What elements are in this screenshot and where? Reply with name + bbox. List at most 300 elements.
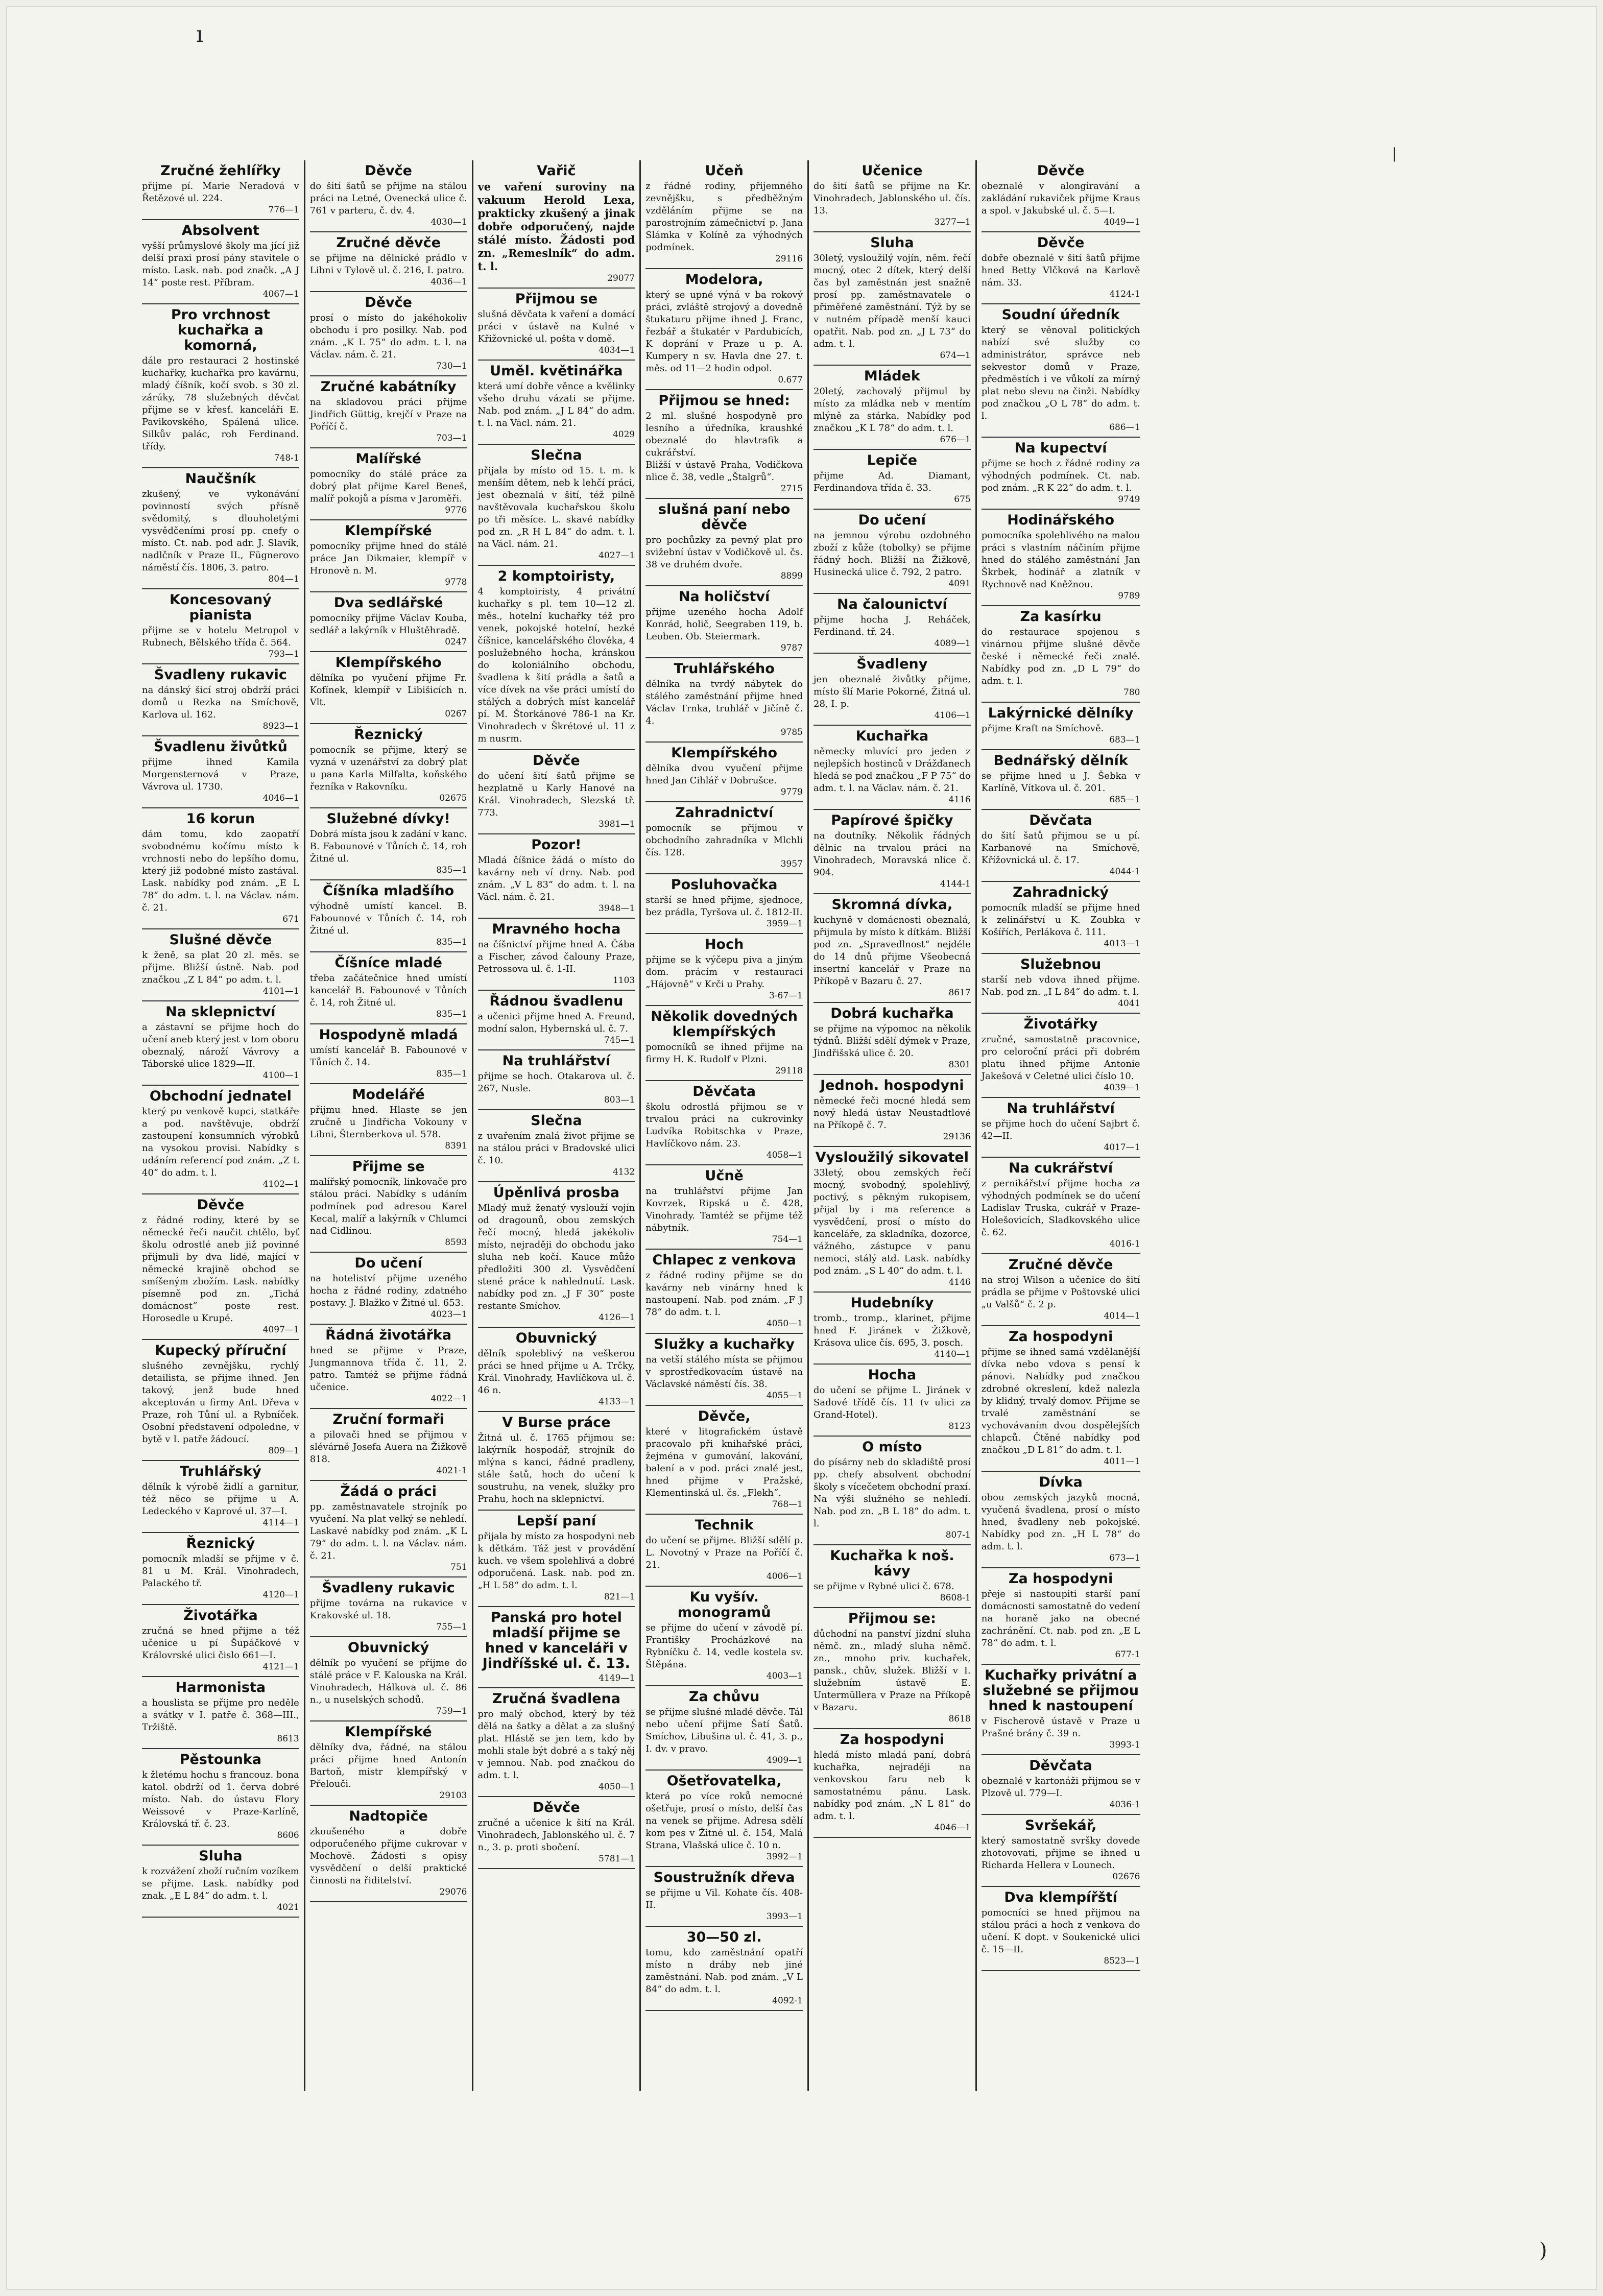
ad-title: Slušné děvče <box>169 932 272 948</box>
ad-code: 748-1 <box>274 453 299 463</box>
ad-code: 4030—1 <box>430 217 467 227</box>
ad-code: 4041 <box>1118 998 1140 1009</box>
classified-ad <box>142 304 299 468</box>
ad-title: Děvče <box>533 753 580 769</box>
classified-ad <box>982 1254 1140 1326</box>
classified-ad <box>645 1081 803 1165</box>
ad-title: V Burse práce <box>502 1415 611 1430</box>
ad-body: do šití šatů se přijme na Kr. Vinohradech, Jablonského ul. čís. 13. <box>814 181 971 216</box>
classified-ad <box>142 468 299 589</box>
ad-title: Kuchařky privátní a služebné se přijmou hned k nastoupení <box>983 1667 1139 1714</box>
ad-code: 4050—1 <box>766 1319 803 1329</box>
ad-body: prosí o místo do jakéhokoliv obchodu i pro posilky. Nab. pod znám. „K L 75“ do adm. t. l. na Václav. nám. č. 21. <box>309 313 467 360</box>
ad-body: a zástavní se přijme hoch do učení aneb který jest v tom oboru obeznalý, nároží Vávrovy a Táborské ulice 1829—II. <box>142 1022 299 1069</box>
classified-ad <box>982 1568 1140 1665</box>
classified-ad <box>310 520 467 592</box>
ad-code: 02675 <box>439 793 467 803</box>
ad-body: přijala by místo od 15. t. m. k menším dětem, neb k lehčí práci, jest obeznalá v šití, též pilně navštěvovala kuchařskou školu po tři měsíce. L. skavé nabídky pod zn. „R H L 84“ do adm. t. l. na Václ. nám. 21. <box>477 465 635 549</box>
ad-body: do učení šití šatů přijme se hezplatně u Karly Hanové na Král. Vinohradech, Slezská tř. 773. <box>477 771 635 818</box>
classified-ad <box>310 592 467 652</box>
ad-body: zkoušeného a dobře odporučeného přijme cukrovar v Mochově. Žádosti s opisy vysvědčení o delší praktické činnosti na řiditelství. <box>309 1826 467 1886</box>
ad-body: kuchyně v domácnosti obeznalá, přijmula by místo k dítkám. Bližší pod zn. „Spravedlnost“ nejdéle do 14 dnů přijme Všeobecná insertní kancelář v Praze na Příkopě v Bazaru č. 27. <box>814 915 971 987</box>
ad-code: 4021-1 <box>436 1466 467 1476</box>
ad-title: Dívka <box>1039 1474 1083 1490</box>
ad-title: Za hospodyni <box>840 1732 945 1748</box>
ad-code: 780 <box>1123 687 1140 698</box>
classified-ad <box>982 750 1140 810</box>
classified-ad <box>814 1545 971 1608</box>
ad-body: ve vaření suroviny na vakuum Herold Lexa, prakticky zkušený a jinak dobře odporučený, najde stálé místo. Žádosti pod zn. „Remeslník“ do adm. t. l. <box>477 180 635 273</box>
ad-code: 4014—1 <box>1104 1311 1140 1321</box>
classified-ad <box>645 1406 803 1515</box>
ad-title: Číšníka mladšího <box>323 883 454 899</box>
ad-title: Dobrá kuchařka <box>830 1006 954 1021</box>
classified-ad <box>478 361 635 445</box>
ad-body: který po venkově kupci, statkáře a pod. navštěvuje, obdrží zastoupení konsumních výrobků na vysokou provisi. Nabídky s udáním referencí pod znám. „Z L 40“ do adm. t. l. <box>142 1106 299 1178</box>
ad-title: Uměl. květinářka <box>490 363 623 379</box>
classified-ad <box>310 880 467 952</box>
ad-body: slušná děvčata k vaření a domácí práci v ústavě na Kulné v Křižovnické ul. pošta v domě. <box>477 309 635 344</box>
ad-code: 4003—1 <box>766 1671 803 1681</box>
ad-code: 4909—1 <box>766 1755 803 1765</box>
ad-title: Vysloužilý sikovatel <box>815 1150 969 1165</box>
ad-title: slušná paní nebo děvče <box>658 501 791 533</box>
ad-code: 835—1 <box>436 937 467 947</box>
ad-title: Pozor! <box>531 837 582 853</box>
classified-ad <box>310 1156 467 1253</box>
ad-body: pomocníka spolehlivého na malou práci s vlastním náčiním přijme hned do stálého zaměstnání Jan Škrbek, hodinář a zlatník v Rychnově nad Kněžnou. <box>981 530 1140 590</box>
ad-title: Zručné děvče <box>336 235 441 251</box>
ad-code: 3981—1 <box>599 819 635 829</box>
ad-title: Do učení <box>858 512 926 528</box>
ad-code: 4140—1 <box>934 1349 971 1359</box>
ad-code: 673—1 <box>1109 1553 1140 1563</box>
classified-ad <box>142 1846 299 1918</box>
classified-ad <box>814 232 971 366</box>
ad-title: Skromná dívka, <box>831 897 953 913</box>
newspaper-page <box>6 6 1597 2290</box>
classified-ad <box>982 1665 1140 1755</box>
ad-title: Děvčata <box>692 1084 756 1099</box>
ad-code: 703—1 <box>436 433 467 443</box>
classified-ad <box>142 220 299 304</box>
ad-code: 755—1 <box>436 1622 467 1632</box>
ad-code: 8593 <box>445 1237 467 1248</box>
ad-code: 3-67—1 <box>769 991 803 1001</box>
ad-code: 4022—1 <box>430 1394 467 1404</box>
ad-body: pomocníky přijme hned do stálé práce Jan Dikmaier, klempíř v Hronově n. M. <box>309 541 467 576</box>
ad-body: pomocník se přijmou v obchodního zahradníka v Mlchli čís. 128. <box>645 823 803 858</box>
classified-ad <box>814 726 971 810</box>
ad-body: a učenici přijme hned A. Freund, modní salon, Hybernská ul. č. 7. <box>477 1011 635 1034</box>
classified-ad <box>310 952 467 1024</box>
ad-title: Švadleny rukavic <box>322 1580 455 1596</box>
ad-body: přijme pí. Marie Neradová v Řetězové ul. 224. <box>142 181 299 204</box>
ad-code: 745—1 <box>604 1035 635 1045</box>
ad-code: 3948—1 <box>599 903 635 914</box>
ad-body: přijme se hoch. Otakarova ul. č. 267, Nusle. <box>477 1071 635 1094</box>
ad-title: Lepší paní <box>516 1513 596 1529</box>
classified-ad <box>645 1587 803 1686</box>
ad-title: 30—50 zl. <box>686 1929 762 1945</box>
ad-body: dělník po vyučení se přijme do stálé práce v F. Kalouska na Král. Vinohradech, Hálkova ul. č. 86 n., u nuselských schodů. <box>309 1658 467 1705</box>
ad-code: 3993-1 <box>1109 1740 1140 1750</box>
ad-code: 8613 <box>277 1734 299 1744</box>
classified-ad <box>310 1409 467 1481</box>
ad-code: 3959—1 <box>766 919 803 929</box>
ad-body: dělníka na tvrdý nábytek do stálého zaměstnání přijme hned Václav Trnka, truhlář v Jičíně č. 4. <box>645 679 803 726</box>
column-6 <box>977 160 1145 2091</box>
ad-code: 4016-1 <box>1109 1239 1140 1249</box>
classified-ad <box>310 160 467 232</box>
ad-body: přijme se v hotelu Metropol v Rubnech, Bělského třída č. 564. <box>142 625 299 648</box>
classified-ad <box>478 289 635 361</box>
ad-code: 4017—1 <box>1104 1142 1140 1153</box>
classified-ad <box>478 834 635 919</box>
ad-body: jen obeznalé živůtky přijme, místo šlí Marie Pokorné, Žitná ul. 28, I. p. <box>814 674 971 709</box>
ad-code: 4100—1 <box>262 1070 299 1081</box>
ad-title: Jednoh. hospodyni <box>820 1078 964 1093</box>
ad-title: Malířské <box>355 451 421 467</box>
ad-code: 0.677 <box>778 375 803 385</box>
classified-ad <box>982 1815 1140 1887</box>
ad-code: 677-1 <box>1115 1649 1140 1660</box>
ad-code: 9787 <box>780 643 803 653</box>
ad-body: pro malý obchod, který by též dělá na šatky a dělat a za slušný plat. Hlástě se jen tem, kdo by mohli stale být dobré a s taký něj v jemnou. Nab. pod značkou do adm. t. l. <box>477 1709 635 1781</box>
ad-code: 671 <box>282 914 299 924</box>
classified-ad <box>478 1182 635 1328</box>
ad-body: dám tomu, kdo zaopatří svobodnému kočímu místo k vrchnosti nebo do lepšího domu, který již podobné místo zastával. Lask. nabídky pod znám. „E L 78“ do adm. t. l. na Václav. nám. č. 21. <box>142 829 299 913</box>
ad-title: 16 korun <box>186 811 255 827</box>
ad-body: zručná se hned přijme a též učenice u pí Šupáčkové v Královrské ulici čislo 661—I. <box>142 1625 299 1661</box>
ad-code: 4067—1 <box>262 289 299 299</box>
classified-ad <box>645 1771 803 1867</box>
ad-title: Technik <box>695 1517 754 1533</box>
ad-code: 776—1 <box>268 205 299 215</box>
classified-ad <box>814 160 971 232</box>
ad-body: která po více roků nemocné ošetřuje, prosí o místo, delší čas na venek se přijme. Adresa sdělí kom pes v Žitné ul. č. 154, Malá Strana, Vlašská ulice č. 10 n. <box>645 1791 803 1851</box>
classified-ad <box>982 232 1140 304</box>
ad-title: Soudní úředník <box>1001 307 1120 323</box>
classified-ad <box>982 882 1140 954</box>
ad-title: Ošetřovatelka, <box>666 1773 782 1789</box>
ad-body: k rozvážení zboží ručním vozíkem se přijme. Lask. nabídky pod znak. „E L 84“ do adm. t. l. <box>142 1866 299 1901</box>
ad-code: 4132 <box>612 1167 635 1177</box>
ad-code: 4133—1 <box>599 1397 635 1407</box>
ad-title: Učně <box>705 1168 744 1184</box>
ad-code: 4121—1 <box>262 1662 299 1672</box>
ad-title: Truhlářského <box>674 661 775 677</box>
ad-code: 686—1 <box>1109 422 1140 433</box>
ad-title: Do učení <box>354 1255 422 1271</box>
classified-ad <box>814 1293 971 1365</box>
ad-title: Na holičství <box>678 589 770 605</box>
ad-title: Dva klempířští <box>1004 1890 1117 1905</box>
ad-body: a houslista se přijme pro neděle a svátky v I. patře č. 368—III., Tržiště. <box>142 1697 299 1733</box>
ad-title: Za hospodyni <box>1008 1571 1113 1587</box>
classified-ad <box>982 510 1140 606</box>
ad-body: přijme ihned Kamila Morgensternová v Praze, Vávrova ul. 1730. <box>142 757 299 792</box>
classified-ad <box>142 1677 299 1749</box>
ad-title: Sluha <box>870 235 914 251</box>
ad-body: přijmu hned. Hlaste se jen zručně u Jindřicha Vokouny v Libni, Šternberkova ul. 578. <box>309 1105 467 1140</box>
ad-title: Zručná švadlena <box>492 1691 620 1707</box>
ad-body: třeba začátečnice hned umístí kancelář B. Fabounové v Tůních č. 14, roh Žitné ul. <box>309 973 467 1008</box>
ad-code: 8391 <box>445 1141 467 1151</box>
ad-body: na číšnictví přijme hned A. Čába a Fischer, závod čalouny Praze, Petrossova ul. č. 1-II. <box>477 939 635 974</box>
classified-ad <box>478 1050 635 1110</box>
ad-body: dělníka dvou vyučení přijme hned Jan Cihlář v Dobrušce. <box>645 763 803 786</box>
ad-body: Mladá číšnice žádá o místo do kavárny neb ví drny. Nab. pod znám. „V L 83“ do adm. t. l. na Václ. nám. č. 21. <box>477 855 635 902</box>
ad-code: 29118 <box>775 1066 803 1076</box>
ad-code: 4046—1 <box>934 1823 971 1833</box>
classified-ad <box>478 566 635 750</box>
ad-body: pomocníci se hned přijmou na stálou práci a hoch z venkova do učení. K dopt. v Soukenické ulici č. 15—II. <box>981 1907 1140 1955</box>
ad-code: 803—1 <box>604 1095 635 1105</box>
classified-ad <box>310 652 467 724</box>
ad-title: Na sklepnictví <box>165 1004 276 1020</box>
ad-body: dále pro restauraci 2 hostinské kuchařky, kuchařka pro kavárnu, mladý číšník, kočí svob. s 30 zl. zárúky, 78 služebných děvčat přijme se v křesť. kanceláři E. Pavikovského, Spálená ulice. Silkův palác, roh Ferdinand. třídy. <box>142 355 299 452</box>
page-mark-top-right: | <box>1392 145 1397 162</box>
ad-code: 5781—1 <box>599 1854 635 1864</box>
ad-code: 4006—1 <box>766 1571 803 1582</box>
ad-title: Na truhlářství <box>502 1053 611 1069</box>
classified-ad <box>645 934 803 1006</box>
ad-body: umístí kancelář B. Fabounové v Tůních č. 14. <box>309 1045 467 1068</box>
ad-body: se přijme na dělnické prádlo v Libni v Tylově ul. č. 216, I. patro. <box>309 253 467 276</box>
ad-body: do písárny neb do skladiště prosí pp. chefy absolvent obchodní školy s vícečetem obchodní praxí. Na výši služného se nehledí. Nab. pod zn. „B L 18“ do adm. t. l. <box>814 1457 971 1529</box>
ad-code: 29076 <box>439 1887 467 1897</box>
ad-title: Služebné dívky! <box>326 811 450 827</box>
classified-ad <box>814 810 971 894</box>
ad-body: na skladovou práci přijme Jindřich Güttig, krejčí v Praze na Poříčí č. <box>309 397 467 432</box>
ad-title: 2 komptoiristy, <box>497 568 615 584</box>
ad-code: 4036-1 <box>1109 1800 1140 1810</box>
classified-ad <box>310 232 467 292</box>
ad-code: 8899 <box>780 571 803 581</box>
ad-title: Řeznický <box>186 1536 255 1551</box>
ad-title: Úpěnlivá prosba <box>493 1185 620 1201</box>
ad-title: Služky a kuchařky <box>654 1336 795 1352</box>
ad-code: 4050—1 <box>599 1782 635 1792</box>
classified-ad <box>982 1014 1140 1098</box>
classified-ad <box>310 1253 467 1325</box>
ad-body: pomocník se přijme, který se vyzná v uzenářství za dobrý plat u pana Karla Milfalta, koňského řezníka v Rakovníku. <box>309 745 467 792</box>
ad-title: Nadtopiče <box>349 1808 428 1824</box>
ad-title: Učenice <box>862 163 923 179</box>
ad-body: Dobrá místa jsou k zadání v kanc. B. Fabounové v Tůních č. 14, roh Žitné ul. <box>309 829 467 864</box>
classified-ad <box>142 808 299 929</box>
ad-title: Švadleny rukavic <box>154 667 287 683</box>
ad-code: 4106—1 <box>934 710 971 721</box>
ad-body: slušného zevnějšku, rychlý detailista, se přijme ihned. Jen takový, jenž bude hned akceptován u firmy Ant. Dřeva v Praze, roh Tůní ul. a Rybníček. Osobní představení odpoledne, v bytě v I. patře žádoucí. <box>142 1360 299 1445</box>
ad-code: 4039—1 <box>1104 1083 1140 1093</box>
ad-title: Přijmou se <box>515 291 598 307</box>
ad-code: 4144-1 <box>940 879 971 889</box>
ad-title: Za chůvu <box>688 1689 760 1705</box>
ad-title: Učeň <box>705 163 744 179</box>
ad-body: německy mluvící pro jeden z nejlepších hostinců v Drážďanech hledá se pod značkou „F P 75“ do adm. t. l. na Václav. nám. č. 21. <box>814 746 971 794</box>
ad-code: 29077 <box>607 273 635 283</box>
classified-ad <box>478 991 635 1050</box>
ad-title: Děvčata <box>1029 812 1092 828</box>
ad-body: do šití šatů přijmou se u pí. Karbanové na Smíchově, Křížovnická ul. č. 17. <box>981 830 1140 866</box>
ad-body: na jemnou výrobu ozdobného zboží z kůže (tobolky) se přijme řádný hoch. Bližší na Žižkově, Husinecká ulice č. 792, 2 patro. <box>814 530 971 578</box>
classified-ad <box>982 304 1140 438</box>
ad-body: do restaurace spojenou s vinárnou přijme slušné děvče české i německé řeči znalé. Nabídky pod zn. „D L 79“ do adm. t. l. <box>981 627 1140 686</box>
ad-code: 29136 <box>943 1132 971 1142</box>
ad-title: Hudebníky <box>850 1295 934 1311</box>
ad-code: 807-1 <box>945 1530 971 1540</box>
ad-code: 3277—1 <box>934 217 971 227</box>
ad-body: Mladý muž ženatý vyslouží vojín od dragounů, obou zemských řečí mocný, hledá jakékoliv místo, nejraději do obchodu jako sluha neb kočí. Kauce můžo předložiti 300 zl. Vysvědčení stené práce k nahlednutí. Lask. nabídky pod zn. „J F 30“ poste restante Smíchov. <box>477 1203 635 1311</box>
classified-ad <box>982 160 1140 232</box>
ad-title: Švadlenu živůtků <box>153 739 288 755</box>
ad-body: malířský pomocník, linkovače pro stálou práci. Nabídky s udáním podmínek pod adresou Karel Kecal, malíř a lakýrník v Chlumci nad Cidlinou. <box>309 1177 467 1236</box>
classified-ad <box>478 1607 635 1688</box>
ad-body: obeznalé v kartonáži přijmou se v Plzově ul. 779—I. <box>981 1776 1140 1799</box>
classified-ad <box>645 390 803 499</box>
ad-body: na dánský šicí stroj obdrží práci domů u Rezka na Smíchově, Karlova ul. 162. <box>142 685 299 720</box>
ad-body: výhodně umístí kancel. B. Fabounové v Tůních č. 14, roh Žitné ul. <box>309 901 467 936</box>
ad-body: v Fischerově ústavě v Praze u Prašné brány č. 39 n. <box>981 1716 1140 1739</box>
ad-title: Služebnou <box>1020 956 1102 972</box>
ad-title: Řádnou švadlenu <box>489 993 624 1009</box>
ad-title: Kupecký příruční <box>155 1343 286 1358</box>
column-4 <box>641 160 809 2091</box>
ad-title: Na truhlářství <box>1007 1101 1115 1116</box>
ad-code: 821—1 <box>604 1592 635 1602</box>
ad-body: dobře obeznalé v šití šatů přijme hned Betty Vlčková na Karlově nám. 33. <box>981 253 1140 288</box>
classified-ad <box>645 874 803 934</box>
classified-ad <box>645 1250 803 1334</box>
ad-body: z řádné rodiny, přijemného zevnějšku, s předběžným vzděláním přijme se na parostrojním zámečnictví p. Jana Slámka v Kolíně za výhodných podmínek. <box>645 181 803 253</box>
classified-ad <box>982 1472 1140 1568</box>
ad-body: zručné, samostatně pracovnice, pro celoroční práci při dobrém platu ihned přijme Antonie Jakešová v Celetné ulici číslo 10. <box>981 1034 1140 1082</box>
ad-body: zkušený, ve vykonávání povinností svých přísně svědomitý, s dlouholetými vysvědčeními prosí pp. cnefy o místo. Ct. nab. pod adr. J. Slavík, nadlčník v Praze II., Fügnerovo náměstí čís. 1806, 3. patro. <box>142 489 299 573</box>
ad-title: Truhlářský <box>180 1464 261 1479</box>
ad-body: přijme uzeného hocha Adolf Konrád, holič, Seegraben 119, b. Leoben. Ob. Steiermark. <box>645 607 803 642</box>
ad-title: Bednářský dělník <box>993 753 1128 769</box>
classified-ad <box>814 366 971 450</box>
ad-body: z řádné rodiny, které by se německé řeči naučit chtělo, byť školu odrostlé aneb již povinné přijmuli by dva lidé, mající v německé krajině obchod se smíšeným zbožím. Lask. nabídky písemně pod zn. „Tichá domácnost“ poste rest. Horosedle u Krupé. <box>142 1215 299 1324</box>
ad-title: Zručné žehlířky <box>160 163 281 179</box>
ad-body: 33letý, obou zemských řečí mocný, svobodný, spolehlivý, poctivý, s pěkným rukopisem, přijal by i ma reference a vysvědčení, prosí o místo do kanceláře, za skladníka, dozorce, vážného, zástupce v panu nemoci, stálý atd. Lask. nabídky pod znám. „S L 40“ do adm. t. l. <box>814 1167 971 1276</box>
ad-title: Posluhovačka <box>671 877 778 893</box>
ad-body: školu odrostlá přijmou se v trvalou práci na cukrovinky Ludvíka Robitschka v Praze, Havlíčkovo nám. 23. <box>645 1102 803 1149</box>
ad-title: Za hospodyni <box>1008 1329 1113 1345</box>
ad-body: německé řeči mocné hledá sem nový hledá ústav Neustadtlové na Příkopě č. 7. <box>814 1095 971 1131</box>
classified-ad <box>478 160 635 289</box>
ad-code: 9785 <box>780 727 803 737</box>
classified-ad <box>982 1887 1140 1971</box>
ad-code: 4029 <box>612 429 635 440</box>
ad-title: Řádná životářka <box>325 1327 452 1343</box>
ad-title: Přijmou se: <box>848 1611 936 1627</box>
classified-ad <box>982 703 1140 750</box>
classified-ad <box>142 1533 299 1605</box>
classified-ad <box>814 510 971 594</box>
ad-code: 768—1 <box>772 1499 803 1510</box>
ad-title: Lakýrnické dělníky <box>988 705 1134 721</box>
ad-body: obou zemských jazyků mocná, vyučená švadlena, prosí o místo hned, švadleny neb pokojské. Nabídky pod zn. „H L 78“ do adm. t. l. <box>981 1492 1140 1552</box>
classified-ad <box>478 1688 635 1797</box>
ad-code: 8523—1 <box>1104 1956 1140 1966</box>
column-2 <box>305 160 473 2091</box>
ad-body: přijme se k výčepu piva a jiným dom. prácím v restauraci „Hájovně“ v Krči u Prahy. <box>645 954 803 990</box>
ad-code: 8606 <box>277 1830 299 1840</box>
page-mark-top-left: ı <box>196 21 204 47</box>
ad-code: 9749 <box>1118 494 1140 505</box>
ad-code: 674—1 <box>940 350 971 361</box>
ad-title: Klempířského <box>335 655 442 671</box>
ad-title: Švadleny <box>856 656 928 672</box>
ad-code: 4011—1 <box>1104 1456 1140 1467</box>
ad-title: Kuchařka <box>855 728 929 744</box>
ad-code: 4027—1 <box>599 551 635 561</box>
ad-title: Obuvnický <box>515 1330 597 1346</box>
ad-body: přijme továrna na rukavice v Krakovské ul. 18. <box>309 1598 467 1621</box>
ad-body: z uvařením znalá život přijme se na stálou práci v Bradovské ulici č. 10. <box>477 1131 635 1166</box>
ad-code: 4058—1 <box>766 1150 803 1160</box>
ad-code: 4021 <box>277 1902 299 1912</box>
ad-code: 835—1 <box>436 1009 467 1019</box>
ad-body: dělník k výrobě židlí a garnitur, též něco se přijme u A. Ledeckého v Kaprové ul. 37—I. <box>142 1481 299 1517</box>
classified-ad <box>142 1461 299 1533</box>
ad-code: 685—1 <box>1109 795 1140 805</box>
ad-code: 4044-1 <box>1109 867 1140 877</box>
ad-code: 4046—1 <box>262 793 299 803</box>
classified-ad <box>478 1328 635 1412</box>
ad-title: O místo <box>862 1439 922 1455</box>
ad-title: Číšníce mladé <box>334 955 442 971</box>
ad-title: Za kasírku <box>1020 609 1102 625</box>
ad-body: 2 ml. slušné hospodyně pro lesního a úředníka, kraushké obeznalé do hlavtrafik a cukrářství. Bližší v ústavě Praha, Vodičkova nlice č. 38, vedle „Štalgrů“. <box>645 411 803 483</box>
ad-title: Sluha <box>199 1848 243 1864</box>
ad-code: 4049—1 <box>1104 217 1140 227</box>
ad-code: 29116 <box>775 254 803 264</box>
ad-body: přijala by místo za hospodyni neb k dětkám. Táž jest v provádění kuch. ve všem spolehlivá a dobré odporučená. Lask. nab. pod zn. „H L 58“ do adm. t. l. <box>477 1531 635 1591</box>
ad-code: 1103 <box>612 975 635 986</box>
classified-ad <box>310 448 467 520</box>
classified-ad <box>645 1334 803 1406</box>
ad-body: hledá místo mladá paní, dobrá kuchařka, nejraději na venkovskou faru neb k samostatnému pánu. Lask. nabídky pod znám. „N L 81“ do adm. t. l. <box>814 1750 971 1822</box>
ad-code: 4124-1 <box>1109 289 1140 299</box>
ad-code: 3957 <box>780 859 803 869</box>
ad-code: 809—1 <box>268 1446 299 1456</box>
classified-ad <box>478 1511 635 1607</box>
ad-code: 4023—1 <box>430 1309 467 1320</box>
classified-columns <box>137 160 1480 2091</box>
ad-title: Děvče <box>365 163 412 179</box>
classified-ad <box>142 929 299 1001</box>
ad-title: Děvče <box>365 295 412 310</box>
ad-title: Dva sedlářské <box>333 595 443 611</box>
ad-body: vyšší průmyslové školy ma jící již delší praxi prosí pány stavitele o místo. Lask. nab. pod značk. „A J 14“ poste rest. Příbram. <box>142 241 299 288</box>
ad-body: na vetší stálého místa se přijmou v sprostředkovacím ústavě na Václavské náměstí čís. 38. <box>645 1354 803 1390</box>
ad-code: 8123 <box>948 1421 971 1431</box>
classified-ad <box>142 736 299 808</box>
ad-body: do učení se přijme. Bližší sdělí p. L. Novotný v Praze na Poříčí č. 21. <box>645 1535 803 1570</box>
ad-code: 4102—1 <box>262 1179 299 1189</box>
ad-body: 30letý, vysloužilý vojín, něm. řečí mocný, otec 2 dítek, který delší čas byl zaměstnán jest snažně prosí pp. zaměstnavatele o přiměřené zaměstnání. Týž by se v nutném případě menší kauci opatřit. Nab. pod zn. „J L 73“ do adm. t. l. <box>814 253 971 349</box>
ad-title: Modelářé <box>352 1087 425 1103</box>
classified-ad <box>645 802 803 874</box>
ad-code: 9776 <box>445 505 467 515</box>
ad-title: Lepiče <box>867 452 918 468</box>
classified-ad <box>645 1165 803 1250</box>
classified-ad <box>814 1003 971 1075</box>
